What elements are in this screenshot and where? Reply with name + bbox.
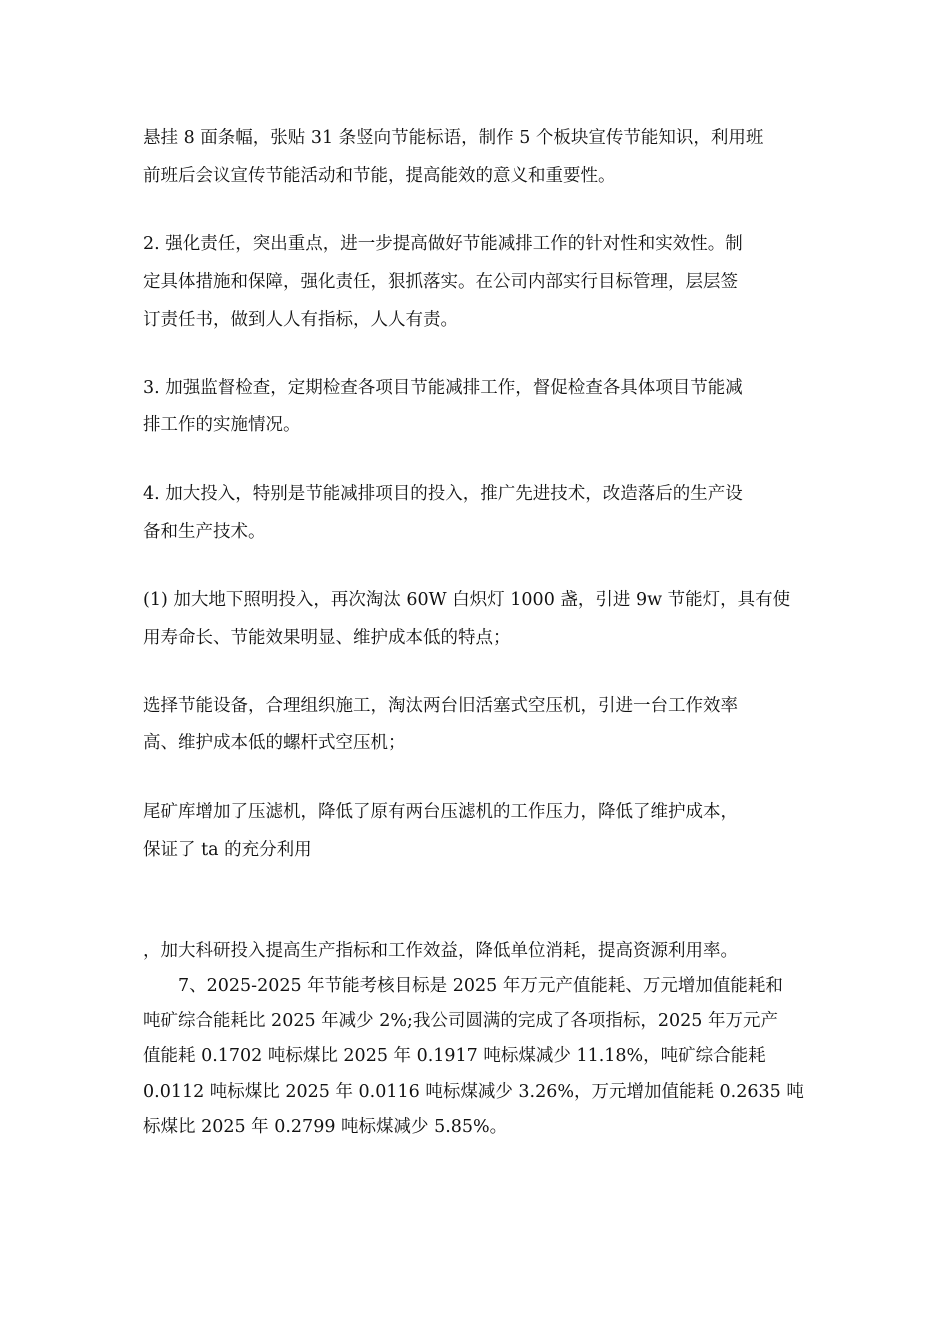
paragraph-2-line-3: 订责任书，做到人人有指标，人人有责。 [143, 310, 458, 330]
paragraph-8-line-3: 吨矿综合能耗比 2025 年减少 2%;我公司圆满的完成了各项指标，2025 年万元产 [143, 1011, 778, 1031]
paragraph-4-line-2: 备和生产技术。 [143, 522, 266, 542]
paragraph-6-line-1: 选择节能设备，合理组织施工，淘汰两台旧活塞式空压机，引进一台工作效率 [143, 696, 738, 716]
paragraph-4-line-1: 4. 加大投入，特别是节能减排项目的投入，推广先进技术，改造落后的生产设 [143, 484, 743, 504]
paragraph-6-line-2: 高、维护成本低的螺杆式空压机； [143, 733, 406, 753]
paragraph-2-line-1: 2. 强化责任，突出重点，进一步提高做好节能减排工作的针对性和实效性。制 [143, 234, 743, 254]
paragraph-8-line-1: ，加大科研投入提高生产指标和工作效益，降低单位消耗，提高资源利用率。 [143, 941, 738, 961]
paragraph-1-line-2: 前班后会议宣传节能活动和节能，提高能效的意义和重要性。 [143, 166, 616, 186]
paragraph-2-line-2: 定具体措施和保障，强化责任，狠抓落实。在公司内部实行目标管理，层层签 [143, 272, 738, 292]
paragraph-3-line-2: 排工作的实施情况。 [143, 415, 301, 435]
paragraph-8-line-2: 7、2025-2025 年节能考核目标是 2025 年万元产值能耗、万元增加值能耗和 [143, 976, 783, 996]
paragraph-1-line-1: 悬挂 8 面条幅，张贴 31 条竖向节能标语，制作 5 个板块宣传节能知识，利用班 [143, 128, 764, 148]
paragraph-8-line-5: 0.0112 吨标煤比 2025 年 0.0116 吨标煤减少 3.26%，万元增加值能耗 0.2635 吨 [143, 1082, 804, 1102]
paragraph-7-line-2: 保证了 ta 的充分利用 [143, 840, 312, 860]
paragraph-8-line-4: 值能耗 0.1702 吨标煤比 2025 年 0.1917 吨标煤减少 11.18%，吨矿综合能耗 [143, 1046, 766, 1066]
paragraph-3-line-1: 3. 加强监督检查，定期检查各项目节能减排工作，督促检查各具体项目节能减 [143, 378, 743, 398]
paragraph-5-line-2: 用寿命长、节能效果明显、维护成本低的特点； [143, 628, 511, 648]
paragraph-8-line-6: 标煤比 2025 年 0.2799 吨标煤减少 5.85%。 [143, 1117, 508, 1137]
paragraph-5-line-1: (1) 加大地下照明投入，再次淘汰 60W 白炽灯 1000 盏，引进 9w 节能灯，具有使 [143, 590, 791, 610]
paragraph-7-line-1: 尾矿库增加了压滤机，降低了原有两台压滤机的工作压力，降低了维护成本， [143, 802, 738, 822]
